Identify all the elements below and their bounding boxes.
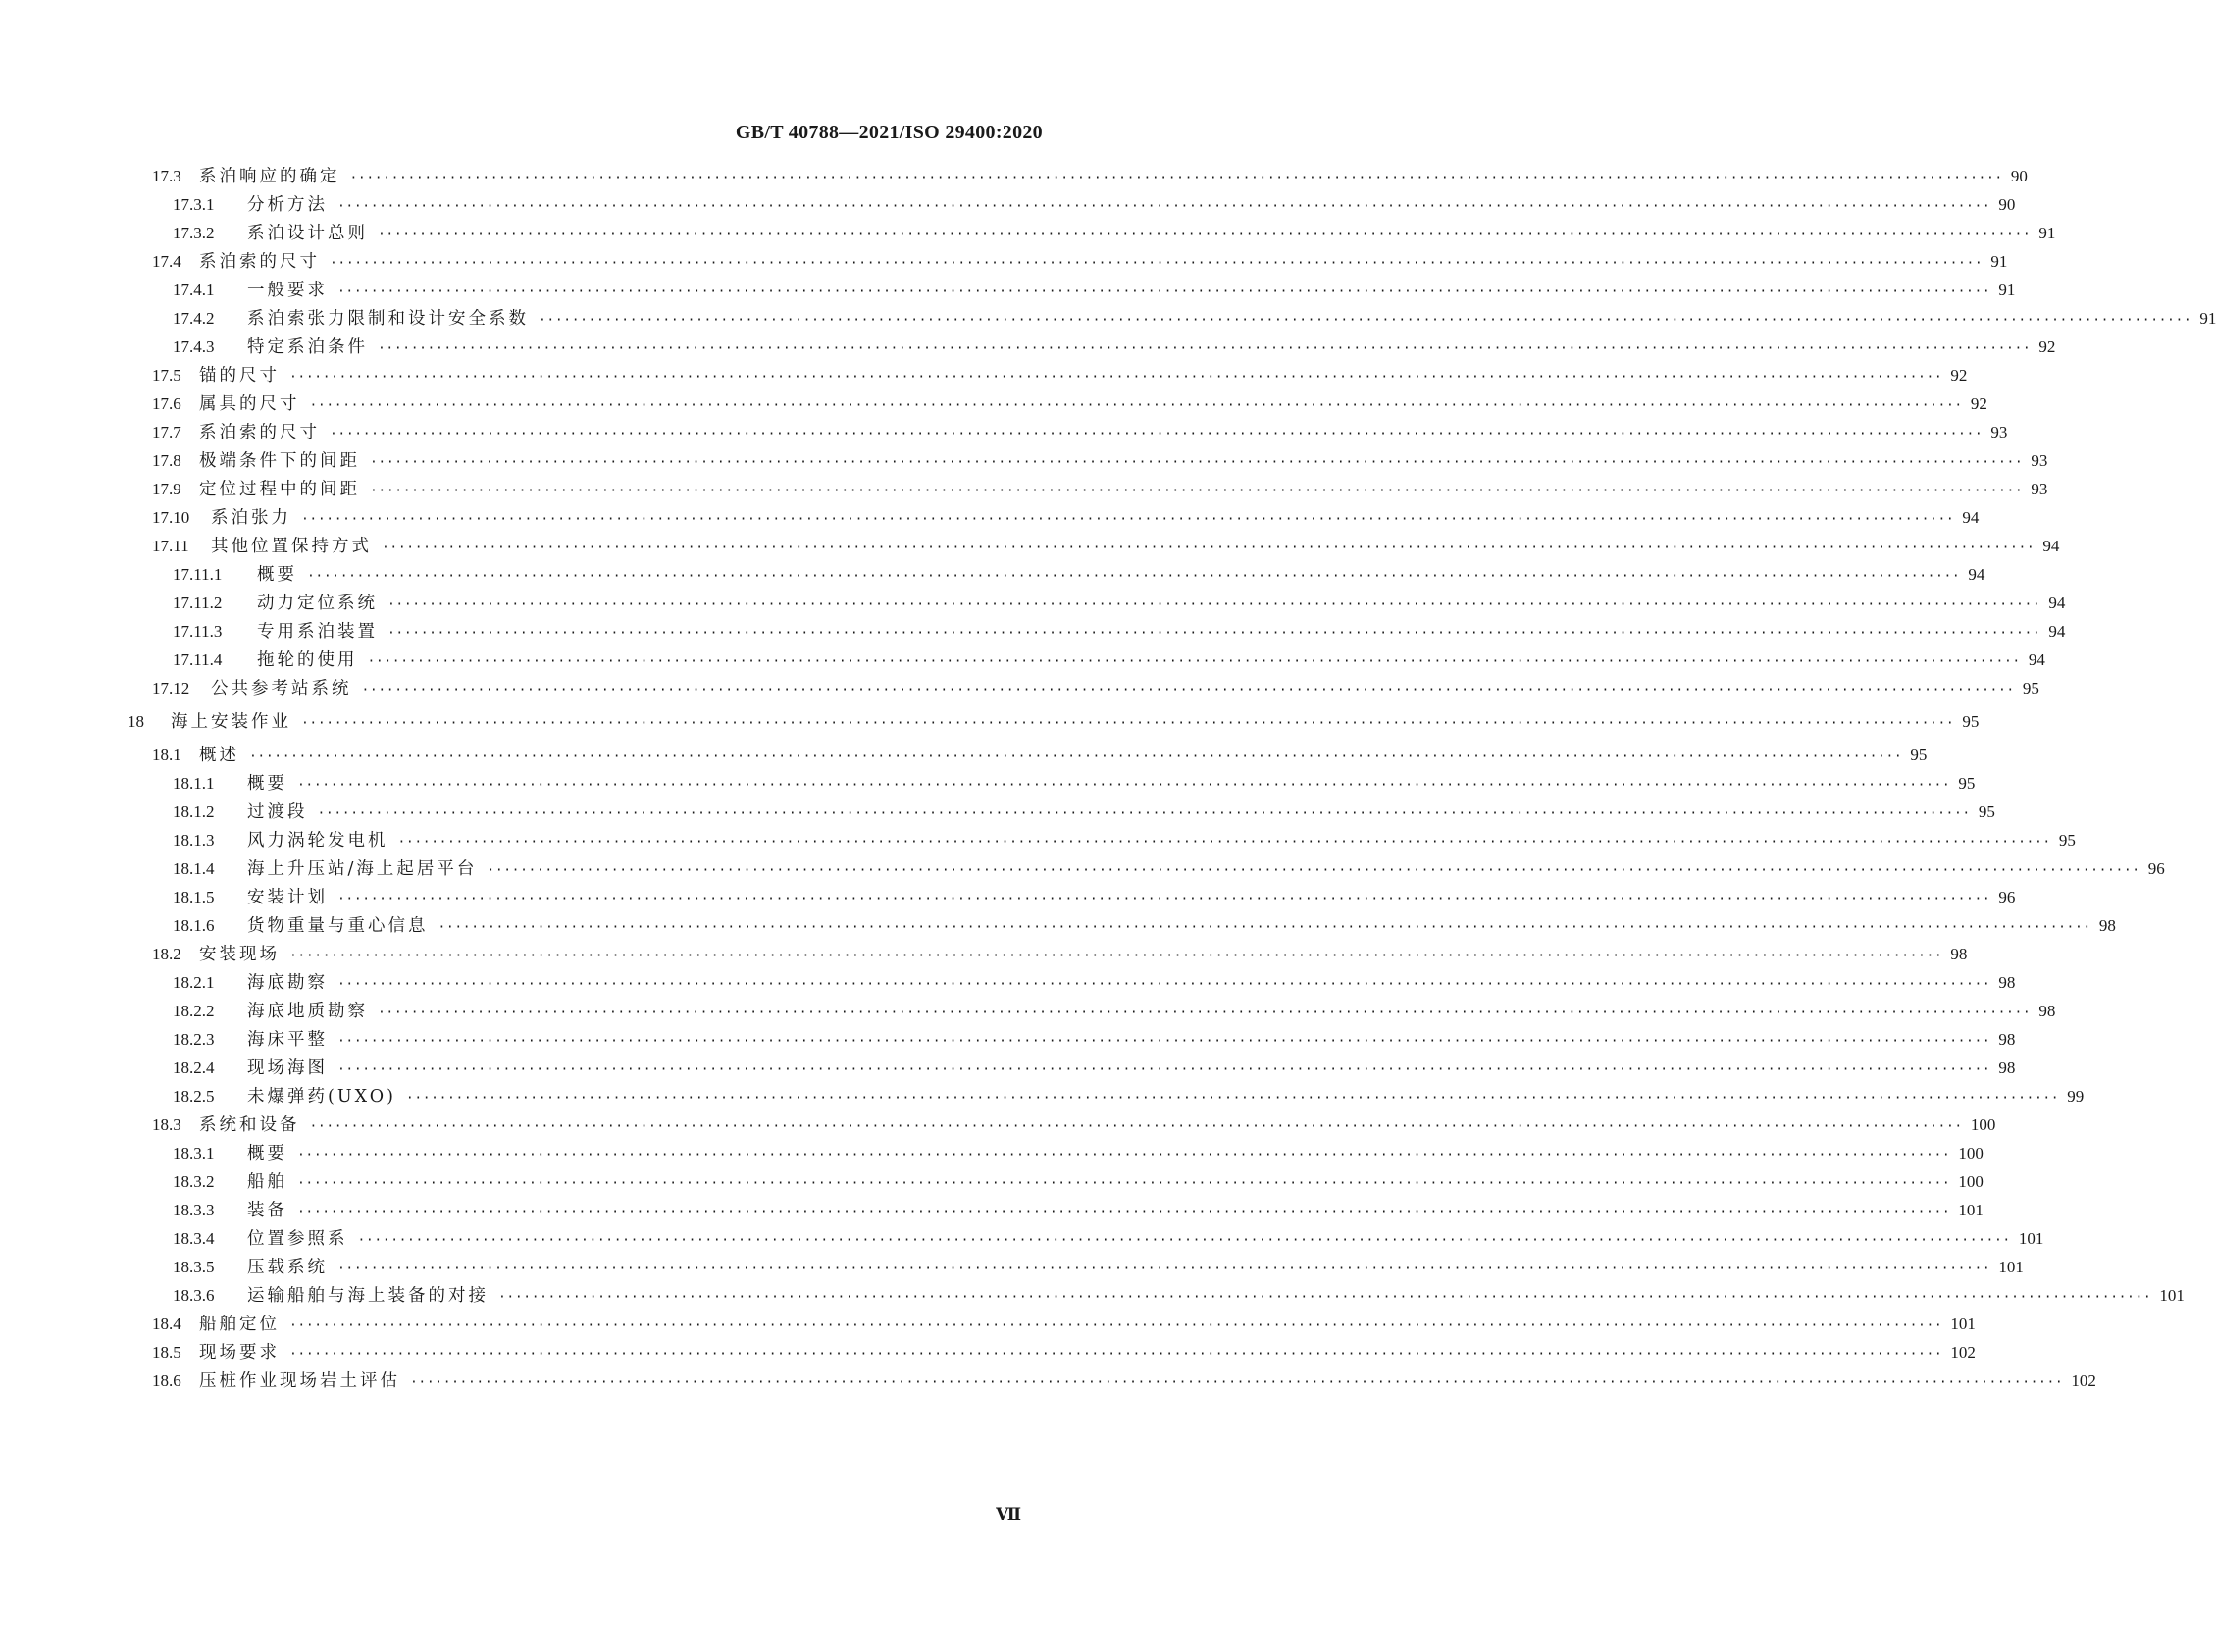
toc-title: 海上升压站/海上起居平台 xyxy=(247,859,478,879)
toc-entry[interactable] xyxy=(152,506,1980,530)
toc-number: 18.2 xyxy=(152,945,181,963)
toc-number: 18.3.3 xyxy=(173,1201,215,1219)
toc-entry[interactable] xyxy=(152,744,1928,767)
toc-title: 专用系泊装置 xyxy=(257,622,378,642)
leader-dots: ········································································································································································································ xyxy=(337,1034,1991,1049)
toc-number: 17.9 xyxy=(152,480,181,498)
toc-entry[interactable] xyxy=(173,772,1976,796)
toc-entry[interactable] xyxy=(173,620,2066,644)
toc-title: 系泊设计总则 xyxy=(247,224,368,243)
toc-entry[interactable] xyxy=(152,449,2048,473)
toc-entry[interactable] xyxy=(173,886,2016,909)
toc-number: 18.5 xyxy=(152,1343,181,1362)
toc-page: 91 xyxy=(1990,252,2008,271)
toc-entry[interactable] xyxy=(173,829,2076,852)
toc-number: 17.6 xyxy=(152,394,181,413)
leader-dots: ········································································································································································································ xyxy=(370,455,2024,470)
toc-entry[interactable] xyxy=(152,1113,1996,1137)
toc-title: 货物重量与重心信息 xyxy=(247,916,429,936)
toc-number: 18.3 xyxy=(152,1115,181,1134)
leader-dots: ········································································································································································································ xyxy=(301,512,1955,527)
leader-dots: ········································································································································································································ xyxy=(337,1262,1991,1276)
toc-entry[interactable] xyxy=(173,800,1995,824)
toc-page: 101 xyxy=(2018,1229,2044,1248)
toc-title: 属具的尺寸 xyxy=(199,394,300,414)
toc-title: 压桩作业现场岩土评估 xyxy=(199,1371,400,1391)
leader-dots: ········································································································································································································ xyxy=(397,835,2051,850)
leader-dots: ········································································································································································································ xyxy=(297,1148,1951,1162)
toc-number: 17.11.1 xyxy=(173,565,223,584)
toc-title: 锚的尺寸 xyxy=(199,366,280,386)
toc-page: 101 xyxy=(1958,1201,1984,1219)
toc-page: 95 xyxy=(1978,802,1995,821)
leader-dots: ········································································································································································································ xyxy=(307,569,1961,584)
toc-entry[interactable] xyxy=(173,648,2045,672)
toc-number: 18.2.5 xyxy=(173,1087,215,1106)
toc-page: 98 xyxy=(1950,945,1968,963)
toc-number: 18.6 xyxy=(152,1371,181,1390)
leader-dots: ········································································································································································································ xyxy=(289,1318,1943,1333)
leader-dots: ········································································································································································································ xyxy=(337,977,1991,992)
leader-dots: ········································································································································································································ xyxy=(289,949,1943,963)
leader-dots: ········································································································································································································ xyxy=(317,806,1971,821)
toc-number: 18.1.3 xyxy=(173,831,215,850)
toc-number: 17.8 xyxy=(152,451,181,470)
toc-page: 101 xyxy=(1950,1315,1976,1333)
toc-title: 动力定位系统 xyxy=(257,594,378,613)
leader-dots: ········································································································································································································ xyxy=(370,484,2024,498)
toc-entry[interactable] xyxy=(173,563,1985,587)
toc-page: 95 xyxy=(1910,746,1928,764)
toc-title: 公共参考站系统 xyxy=(211,679,352,698)
toc-title: 定位过程中的间距 xyxy=(199,480,360,499)
leader-dots: ········································································································································································································ xyxy=(337,199,1991,214)
toc-page: 94 xyxy=(2028,650,2045,669)
toc-title: 海上安装作业 xyxy=(171,712,291,732)
toc-title: 极端条件下的间距 xyxy=(199,451,360,471)
toc-entry[interactable] xyxy=(152,250,2008,274)
toc-entry[interactable] xyxy=(173,1284,2185,1308)
toc-page: 95 xyxy=(1958,774,1976,793)
leader-dots: ········································································································································································································ xyxy=(387,626,2041,641)
toc-page: 93 xyxy=(2031,451,2048,470)
toc-entry[interactable] xyxy=(152,1313,1976,1336)
toc-title: 未爆弹药(UXO) xyxy=(247,1087,396,1107)
leader-dots: ········································································································································································································ xyxy=(337,1062,1991,1077)
toc-entry[interactable] xyxy=(173,279,2016,302)
toc-page: 95 xyxy=(1962,712,1980,731)
toc-number: 18.2.2 xyxy=(173,1002,215,1020)
toc-title: 系泊张力 xyxy=(211,508,291,528)
toc-number: 18.1.2 xyxy=(173,802,215,821)
leader-dots: ········································································································································································································ xyxy=(361,683,2015,697)
toc-entry[interactable] xyxy=(152,392,1987,416)
toc-number: 17.11.3 xyxy=(173,622,223,641)
toc-entry[interactable] xyxy=(173,307,2216,331)
toc-page: 92 xyxy=(2038,337,2056,356)
toc-title: 海底地质勘察 xyxy=(247,1002,368,1021)
toc-entry[interactable] xyxy=(173,1028,2016,1052)
toc-page: 95 xyxy=(2022,679,2039,697)
leader-dots: ········································································································································································································ xyxy=(357,1233,2011,1248)
toc-number: 18.1.6 xyxy=(173,916,215,935)
toc-page: 94 xyxy=(1968,565,1985,584)
toc-number: 17.4 xyxy=(152,252,181,271)
leader-dots: ········································································································································································································ xyxy=(539,313,2192,328)
toc-entry[interactable] xyxy=(128,710,1980,734)
toc-page: 93 xyxy=(1990,423,2008,441)
toc-number: 18.2.4 xyxy=(173,1058,215,1077)
toc-title: 概述 xyxy=(199,746,239,765)
toc-title: 现场要求 xyxy=(199,1343,280,1363)
toc-number: 18.3.6 xyxy=(173,1286,215,1305)
toc-number: 17.5 xyxy=(152,366,181,385)
toc-page: 92 xyxy=(1950,366,1968,385)
toc-entry[interactable] xyxy=(173,857,2165,881)
toc-number: 17.3.1 xyxy=(173,195,215,214)
toc-entry[interactable] xyxy=(152,165,2028,188)
toc-entry[interactable] xyxy=(152,478,2048,501)
toc-page: 102 xyxy=(1950,1343,1976,1362)
toc-page: 98 xyxy=(1998,1030,2016,1049)
toc-title: 位置参照系 xyxy=(247,1229,348,1249)
leader-dots: ········································································································································································································ xyxy=(337,892,1991,906)
toc-title: 压载系统 xyxy=(247,1258,328,1277)
toc-title: 海底勘察 xyxy=(247,973,328,993)
leader-dots: ········································································································································································································ xyxy=(367,654,2021,669)
leader-dots: ········································································································································································································ xyxy=(297,778,1951,793)
leader-dots: ········································································································································································································ xyxy=(498,1290,2152,1305)
toc-number: 17.4.1 xyxy=(173,281,215,299)
standard-header: GB/T 40788—2021/ISO 29400:2020 xyxy=(735,122,1043,143)
leader-dots: ········································································································································································································ xyxy=(378,228,2032,242)
toc-title: 概要 xyxy=(247,774,287,794)
toc-title: 系泊索张力限制和设计安全系数 xyxy=(247,309,529,329)
toc-title: 船舶定位 xyxy=(199,1315,280,1334)
leader-dots: ········································································································································································································ xyxy=(297,1176,1951,1191)
toc-number: 17.11 xyxy=(152,537,189,555)
toc-entry[interactable] xyxy=(173,193,2016,217)
toc-page: 91 xyxy=(2038,224,2056,242)
toc-page: 96 xyxy=(2147,859,2165,878)
leader-dots: ········································································································································································································ xyxy=(405,1091,2060,1106)
toc-title: 风力涡轮发电机 xyxy=(247,831,388,851)
toc-entry[interactable] xyxy=(173,971,2016,995)
toc-title: 系泊响应的确定 xyxy=(199,167,340,186)
toc-number: 18.3.1 xyxy=(173,1144,215,1162)
toc-page: 98 xyxy=(1998,973,2016,992)
toc-number: 18.2.3 xyxy=(173,1030,215,1049)
leader-dots: ········································································································································································································ xyxy=(249,749,1903,764)
leader-dots: ········································································································································································································ xyxy=(378,341,2032,356)
toc-number: 18.3.4 xyxy=(173,1229,215,1248)
toc-number: 18 xyxy=(128,712,144,731)
toc-number: 18.3.2 xyxy=(173,1172,215,1191)
toc-title: 特定系泊条件 xyxy=(247,337,368,357)
leader-dots: ········································································································································································································ xyxy=(289,1347,1943,1362)
toc-title: 系泊索的尺寸 xyxy=(199,423,320,442)
toc-entry[interactable] xyxy=(152,421,2008,444)
toc-title: 其他位置保持方式 xyxy=(211,537,372,556)
toc-entry[interactable] xyxy=(152,1341,1976,1365)
toc-number: 17.12 xyxy=(152,679,190,697)
toc-title: 系泊索的尺寸 xyxy=(199,252,320,272)
toc-page: 101 xyxy=(1998,1258,2024,1276)
toc-title: 概要 xyxy=(247,1144,287,1163)
toc-title: 一般要求 xyxy=(247,281,328,300)
toc-entry[interactable] xyxy=(152,1369,2096,1393)
leader-dots: ········································································································································································································ xyxy=(387,597,2041,612)
toc-page: 100 xyxy=(1970,1115,1996,1134)
toc-number: 18.2.1 xyxy=(173,973,215,992)
toc-entry[interactable] xyxy=(173,222,2056,245)
toc-number: 17.4.3 xyxy=(173,337,215,356)
toc-number: 18.3.5 xyxy=(173,1258,215,1276)
toc-title: 安装计划 xyxy=(247,888,328,907)
toc-title: 运输船舶与海上装备的对接 xyxy=(247,1286,489,1306)
toc-page: 96 xyxy=(1998,888,2016,906)
toc-number: 17.3 xyxy=(152,167,181,185)
toc-page: 90 xyxy=(2010,167,2028,185)
toc-entry[interactable] xyxy=(173,1170,1984,1194)
page-number-roman: Ⅶ xyxy=(996,1505,1021,1523)
toc-page: 100 xyxy=(1958,1144,1984,1162)
leader-dots: ········································································································································································································ xyxy=(309,1119,1963,1134)
toc-entry[interactable] xyxy=(152,677,2039,700)
toc-entry[interactable] xyxy=(152,943,1968,966)
toc-title: 过渡段 xyxy=(247,802,308,822)
toc-title: 现场海图 xyxy=(247,1058,328,1078)
toc-title: 安装现场 xyxy=(199,945,280,964)
leader-dots: ········································································································································································································ xyxy=(309,398,1963,413)
toc-page: 98 xyxy=(2038,1002,2056,1020)
leader-dots: ········································································································································································································ xyxy=(330,427,1984,441)
toc-page: 94 xyxy=(2042,537,2060,555)
toc-number: 18.1.1 xyxy=(173,774,215,793)
leader-dots: ········································································································································································································ xyxy=(289,370,1943,385)
toc-page: 98 xyxy=(1998,1058,2016,1077)
toc-page: 94 xyxy=(2048,594,2066,612)
toc-entry[interactable] xyxy=(173,1000,2056,1023)
toc-page: 95 xyxy=(2058,831,2076,850)
toc-page: 93 xyxy=(2031,480,2048,498)
toc-entry[interactable] xyxy=(173,592,2066,615)
toc-entry[interactable] xyxy=(152,535,2060,558)
toc-number: 18.1.4 xyxy=(173,859,215,878)
toc-page: 91 xyxy=(2199,309,2216,328)
toc-title: 船舶 xyxy=(247,1172,287,1192)
leader-dots: ········································································································································································································ xyxy=(297,1205,1951,1219)
toc-page: 90 xyxy=(1998,195,2016,214)
toc-page: 94 xyxy=(2048,622,2066,641)
toc-title: 拖轮的使用 xyxy=(257,650,358,670)
toc-number: 17.3.2 xyxy=(173,224,215,242)
toc-entry[interactable] xyxy=(173,1199,1984,1222)
toc-title: 装备 xyxy=(247,1201,287,1220)
toc-number: 17.11.4 xyxy=(173,650,223,669)
toc-number: 17.10 xyxy=(152,508,190,527)
toc-title: 分析方法 xyxy=(247,195,328,215)
toc-entry[interactable] xyxy=(173,1085,2085,1109)
leader-dots: ········································································································································································································ xyxy=(330,256,1984,271)
leader-dots: ········································································································································································································ xyxy=(410,1375,2064,1390)
toc-page: 91 xyxy=(1998,281,2016,299)
toc-number: 18.1.5 xyxy=(173,888,215,906)
leader-dots: ········································································································································································································ xyxy=(382,541,2036,555)
toc-entry[interactable] xyxy=(152,364,1968,387)
toc-page: 100 xyxy=(1958,1172,1984,1191)
toc-entry[interactable] xyxy=(173,914,2116,938)
leader-dots: ········································································································································································································ xyxy=(301,716,1955,731)
toc-number: 18.1 xyxy=(152,746,181,764)
toc-number: 17.4.2 xyxy=(173,309,215,328)
leader-dots: ········································································································································································································ xyxy=(337,284,1991,299)
leader-dots: ········································································································································································································ xyxy=(487,863,2140,878)
toc-entry[interactable] xyxy=(173,336,2056,359)
toc-entry[interactable] xyxy=(173,1227,2044,1251)
toc-title: 系统和设备 xyxy=(199,1115,300,1135)
toc-page: 98 xyxy=(2098,916,2116,935)
toc-number: 17.11.2 xyxy=(173,594,223,612)
toc-page: 94 xyxy=(1962,508,1980,527)
toc-entry[interactable] xyxy=(173,1057,2016,1080)
toc-entry[interactable] xyxy=(173,1256,2024,1279)
toc-number: 17.7 xyxy=(152,423,181,441)
toc-entry[interactable] xyxy=(173,1142,1984,1165)
toc-title: 概要 xyxy=(257,565,297,585)
leader-dots: ········································································································································································································ xyxy=(378,1006,2032,1020)
toc-page: 92 xyxy=(1970,394,1987,413)
toc-page: 102 xyxy=(2071,1371,2096,1390)
toc-page: 101 xyxy=(2159,1286,2185,1305)
toc-number: 18.4 xyxy=(152,1315,181,1333)
toc-title: 海床平整 xyxy=(247,1030,328,1050)
leader-dots: ········································································································································································································ xyxy=(349,171,2003,185)
leader-dots: ········································································································································································································ xyxy=(438,920,2091,935)
toc-page: 99 xyxy=(2067,1087,2085,1106)
